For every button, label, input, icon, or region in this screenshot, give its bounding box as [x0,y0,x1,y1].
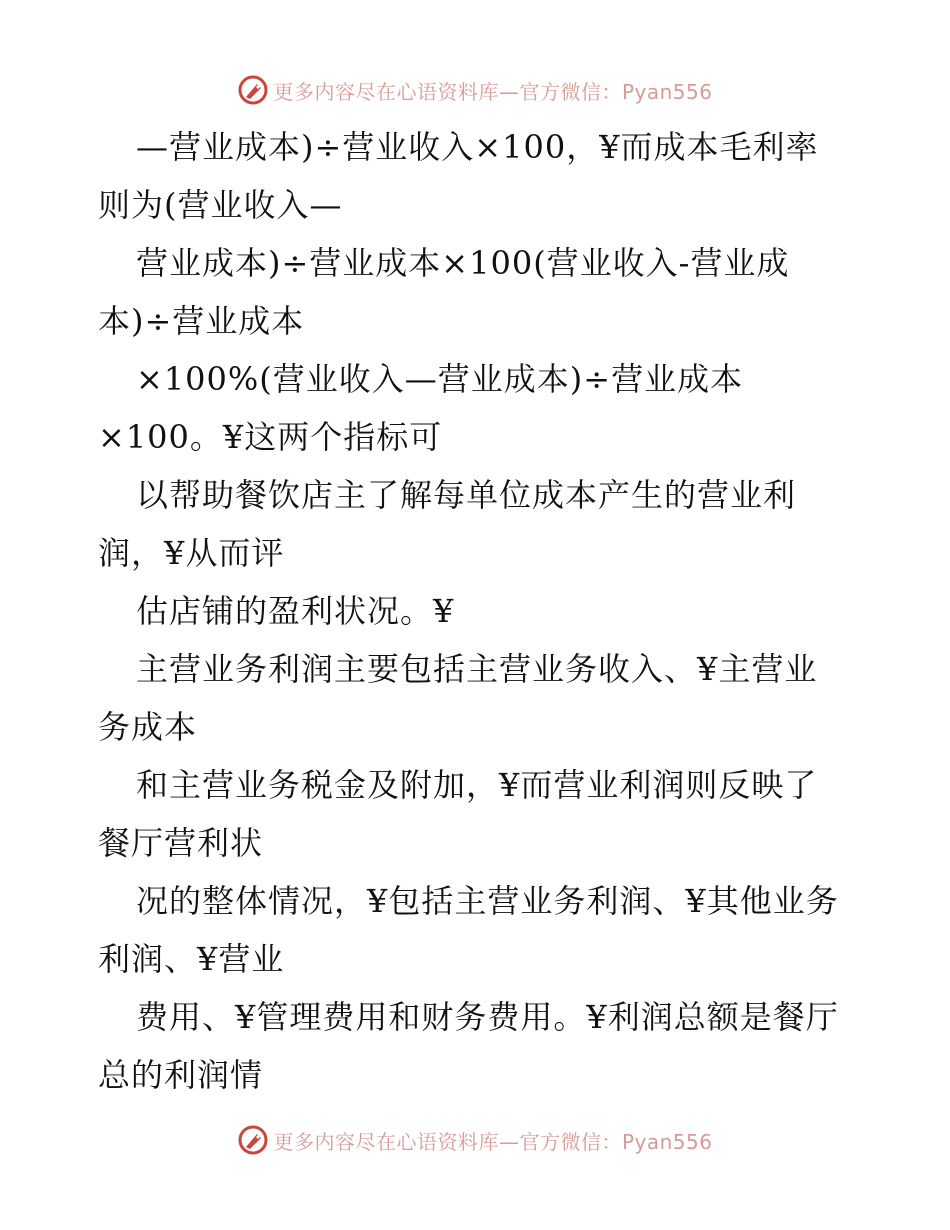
header-banner [0,70,950,110]
text-line: 和主营业务税金及附加，¥而营业利润则反映了 [136,766,818,804]
text-line: 润，¥从而评 [98,534,285,572]
text-line: 餐厅营利状 [98,824,264,862]
text-line: 总的利润情 [98,1056,264,1094]
text-line: 利润、¥营业 [98,940,285,978]
text-line: ×100%(营业收入—营业成本)÷营业成本 [136,360,744,398]
text-line: 务成本 [98,708,198,746]
text-line: 主营业务利润主要包括主营业务收入、¥主营业 [136,650,818,688]
footer-banner-text: 更多内容尽在心语资料库—官方微信：Pyan556 [273,1129,713,1154]
text-line: 费用、¥管理费用和财务费用。¥利润总额是餐厅 [136,998,839,1036]
footer-banner [0,1120,950,1160]
text-line: 以帮助餐饮店主了解每单位成本产生的营业利 [136,476,797,514]
text-line: 本)÷营业成本 [98,302,305,340]
text-line: 估店铺的盈利状况。¥ [136,592,455,630]
header-banner-text: 更多内容尽在心语资料库—官方微信：Pyan556 [273,79,713,104]
text-line: ×100。¥这两个指标可 [98,418,443,456]
text-line: 营业成本)÷营业成本×100(营业收入-营业成 [136,244,790,282]
pen-nib-logo-icon [237,74,269,106]
text-line: —营业成本)÷营业收入×100，¥而成本毛利率 [136,128,819,166]
text-line: 况的整体情况，¥包括主营业务利润、¥其他业务 [136,882,839,920]
text-line: 则为(营业收入— [98,186,343,224]
pen-nib-logo-icon [237,1124,269,1156]
